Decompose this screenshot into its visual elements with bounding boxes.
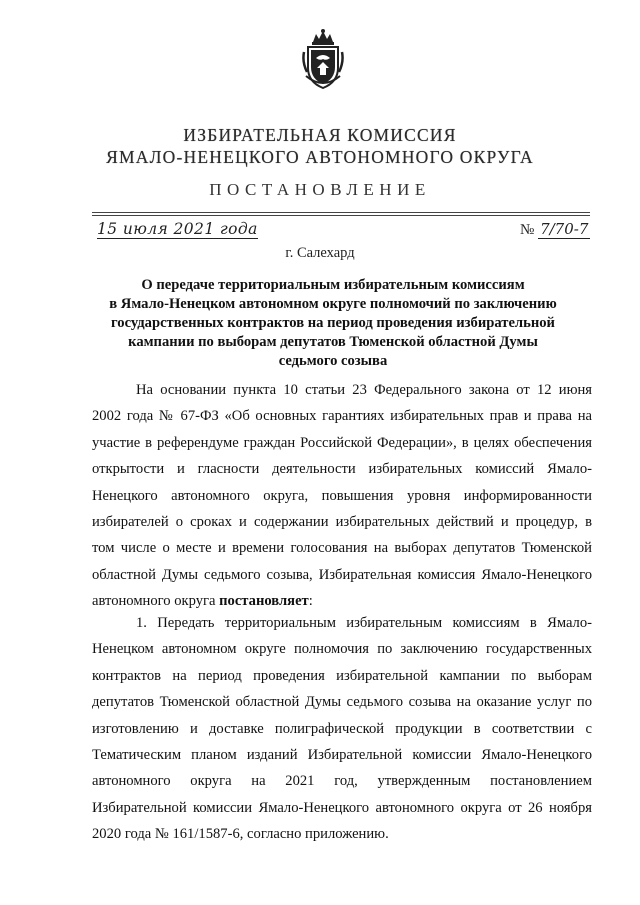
title-line: седьмого созыва	[278, 353, 388, 369]
document-type: ПОСТАНОВЛЕНИЕ	[209, 180, 431, 199]
paragraph-line: Избирательной комиссии Ямало-Ненецкого автономного округа от 26 ноября	[92, 799, 592, 816]
paragraph-line: Ненецкого автономного округа, повышения уровня информированности	[92, 487, 592, 504]
title-line: кампании по выборам депутатов Тюменской областной Думы	[128, 334, 538, 350]
paragraph-line: том числе о месте и времени голосования на выборах депутатов Тюменской	[92, 540, 592, 557]
paragraph-line: депутатов Тюменской областной Думы седьмого созыва на оказание услуг по	[92, 694, 592, 711]
document-title	[98, 276, 568, 371]
paragraph-text: автономного округа	[92, 593, 220, 610]
paragraph-line: участие в референдуме граждан Российской Федерации», в целях обеспечения	[92, 434, 592, 451]
resolution-item-1	[92, 610, 592, 848]
document-number	[520, 220, 590, 239]
paragraph-line: областной Думы седьмого созыва, Избирательная комиссия Ямало-Ненецкого	[92, 566, 592, 583]
coat-of-arms-icon	[302, 28, 344, 92]
document-date: 15 июля 2021 года	[97, 220, 258, 238]
paragraph-line: 2002 года № 67-ФЗ «Об основных гарантиях избирательных прав и права на	[92, 408, 592, 425]
paragraph-line: Тематическим планом изданий Избирательной комиссии Ямало-Ненецкого	[92, 747, 592, 764]
paragraph-line: изготовлению и доставке полиграфической продукции в соответствии с	[92, 720, 592, 737]
header-rule-thin	[92, 212, 590, 213]
paragraph-line: 1. Передать территориальным избирательным комиссиям в Ямало-	[136, 615, 592, 631]
paragraph-line: На основании пункта 10 статьи 23 Федерального закона от 12 июня	[136, 382, 592, 398]
resolves-keyword: постановляет	[219, 593, 309, 610]
organization-name-line2: ЯМАЛО-НЕНЕЦКОГО АВТОНОМНОГО ОКРУГА	[106, 147, 534, 167]
organization-name-line1: ИЗБИРАТЕЛЬНАЯ КОМИССИЯ	[183, 125, 457, 145]
paragraph-line: Ненецком автономном округе полномочия по заключению государственных	[92, 641, 592, 658]
paragraph-line: избирателей о сроках и содержании избирательных действий и процедур, в	[92, 514, 592, 531]
title-line: О передаче территориальным избирательным комиссиям	[141, 277, 525, 293]
document-city: г. Салехард	[285, 245, 355, 261]
preamble-paragraph	[92, 377, 592, 615]
paragraph-line: 2020 года № 161/1587-6, согласно приложению.	[92, 826, 389, 843]
paragraph-line: контрактов на период проведения избирательной кампании по выборам	[92, 667, 592, 684]
title-line: в Ямало-Ненецком автономном округе полномочий по заключению	[109, 296, 557, 312]
number-prefix: №	[520, 222, 535, 238]
title-line: государственных контрактов на период проведения избирательной	[111, 315, 555, 331]
number-value: 7/70-7	[540, 220, 589, 238]
header-rule-thick	[92, 215, 590, 216]
paragraph-line: автономного округа на 2021 год, утвержденным постановлением	[92, 773, 592, 790]
paragraph-line: открытости и гласности деятельности избирательных комиссий Ямало-	[92, 461, 592, 478]
paragraph-colon: :	[308, 593, 313, 610]
